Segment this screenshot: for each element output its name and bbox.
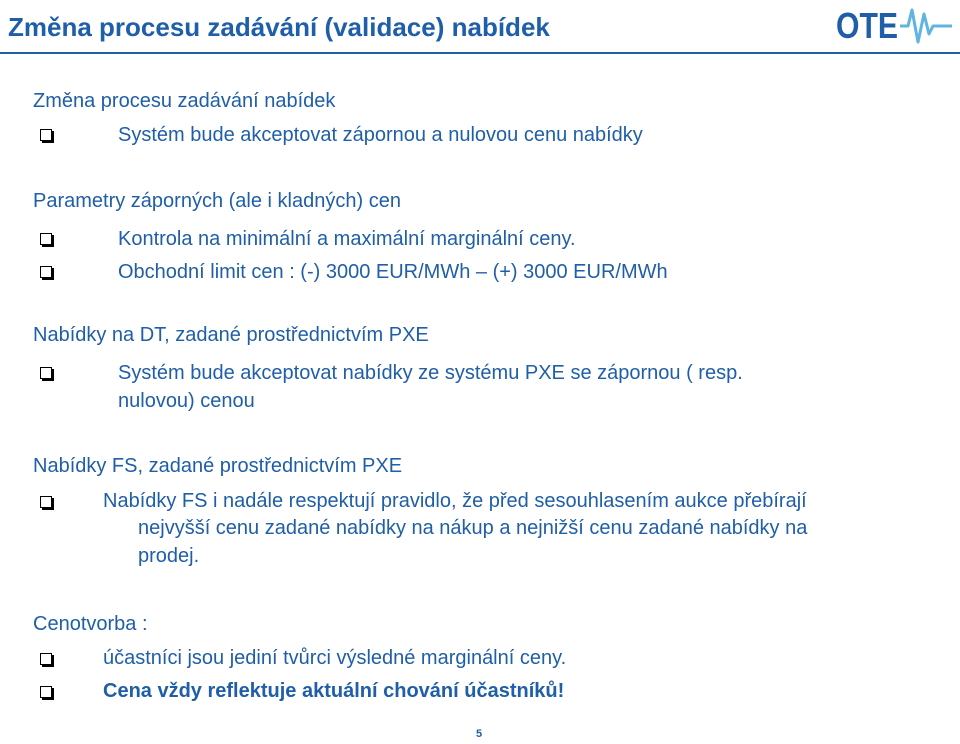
section-heading: Nabídky FS, zadané prostřednictvím PXE: [33, 455, 403, 477]
section-heading: Změna procesu zadávání nabídek: [33, 90, 336, 112]
bullet-text-continuation: prodej.: [138, 545, 200, 567]
section-heading: Parametry záporných (ale i kladných) cen: [33, 190, 401, 212]
hollow-square-bullet-icon: [40, 496, 52, 508]
bullet-text: Obchodní limit cen : (-) 3000 EUR/MWh – (+) 3000 EUR/MWh: [118, 261, 668, 283]
ote-logo-icon: [834, 4, 954, 46]
bullet-text-continuation: nulovou) cenou: [118, 390, 255, 412]
section-heading: Nabídky na DT, zadané prostřednictvím PXE: [33, 324, 429, 346]
page-title: Změna procesu zadávání (validace) nabídek: [8, 12, 550, 42]
hollow-square-bullet-icon: [40, 686, 52, 698]
hollow-square-bullet-icon: [40, 129, 52, 141]
bullet-text: Systém bude akceptovat nabídky ze systému PXE se zápornou ( resp.: [118, 362, 743, 384]
bullet-text: účastníci jsou jediní tvůrci výsledné marginální ceny.: [103, 647, 567, 669]
bullet-text: Kontrola na minimální a maximální marginální ceny.: [118, 228, 576, 250]
logo-text: OTE: [836, 5, 898, 46]
hollow-square-bullet-icon: [40, 653, 52, 665]
bullet-text-continuation: nejvyšší cenu zadané nabídky na nákup a nejnižší cenu zadané nabídky na: [138, 517, 808, 539]
page-number: 5: [476, 728, 483, 740]
bullet-text: Nabídky FS i nadále respektují pravidlo, že před sesouhlasením aukce přebírají: [103, 490, 807, 512]
hollow-square-bullet-icon: [40, 367, 52, 379]
bullet-text: Systém bude akceptovat zápornou a nulovou cenu nabídky: [118, 124, 643, 146]
hollow-square-bullet-icon: [40, 266, 52, 278]
bullet-text-emphasis: Cena vždy reflektuje aktuální chování účastníků!: [103, 680, 565, 702]
hollow-square-bullet-icon: [40, 233, 52, 245]
section-heading: Cenotvorba :: [33, 613, 148, 635]
title-divider: [0, 52, 960, 54]
